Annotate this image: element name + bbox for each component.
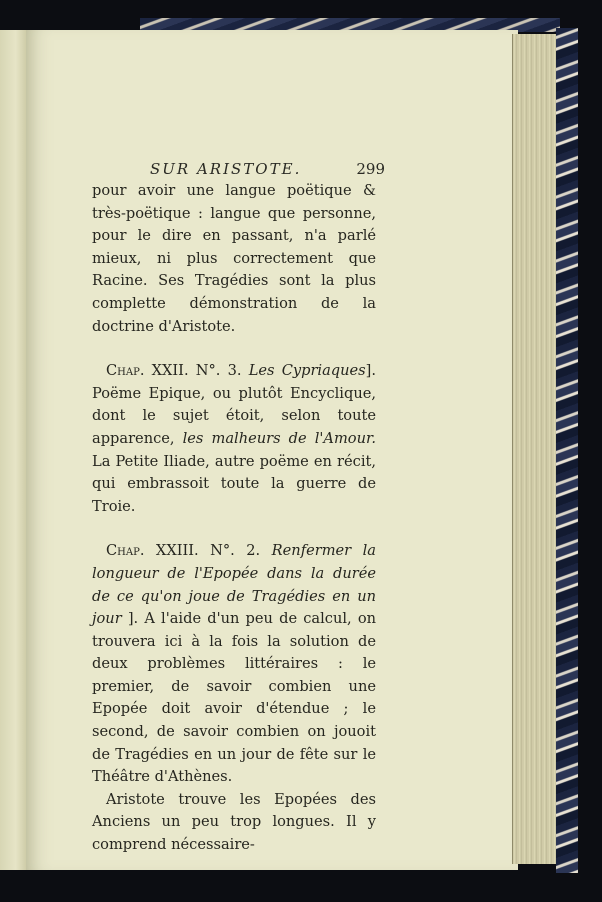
running-header (150, 160, 385, 182)
header-title: SUR ARISTOTE. (150, 160, 302, 178)
page-number: 299 (356, 160, 385, 178)
paragraph-text: Aristote trouve les Epopées des Anciens un peu trop longues. Il y comprend nécessaire- (92, 790, 376, 854)
paragraph-text: pour avoir une langue poëtique & très-poëtique : langue que personne, pour le dire en passant, n'a parlé mieux, ni plus correctement que Racine. Ses Tragédies sont la plus complette démonstration de la doctrine d'Aristote. (92, 182, 376, 335)
left-page-edge (0, 30, 28, 870)
marbled-cover (556, 28, 578, 873)
chapter-ref: Chap. XXIII. N°. 2. (106, 542, 261, 560)
paragraph (92, 540, 376, 789)
paragraph-text: ]. Poëme Epique, ou plutôt Encyclique, dont le sujet étoit, selon toute apparence, (92, 362, 377, 447)
paragraph (92, 180, 376, 338)
paragraph (92, 789, 376, 857)
italic-title: Les Cypriaques (248, 362, 366, 380)
page-edges (512, 34, 559, 864)
body-text (92, 180, 376, 857)
italic-title: Renfermer la longueur de l'Epopée dans la durée de ce qu'on joue de Tragédies en un jour (92, 542, 376, 628)
paragraph-text: La Petite Iliade, autre poëme en récit, qui embrassoit toute la guerre de Troie. (92, 452, 376, 515)
chapter-ref: Chap. XXII. N°. 3. (106, 362, 242, 380)
paragraph-text: ]. A l'aide d'un peu de calcul, on trouvera ici à la fois la solution de deux problèmes littéraires : le premier, de savoir combien une Epopée doit avoir d'étendue ; le second, de savoir combien on jouoit de Tragédies en un jour de fête sur le Théâtre d'Athènes. (92, 610, 377, 786)
paragraph (92, 360, 376, 518)
italic-phrase: les malheurs de l'Amour. (182, 429, 376, 447)
